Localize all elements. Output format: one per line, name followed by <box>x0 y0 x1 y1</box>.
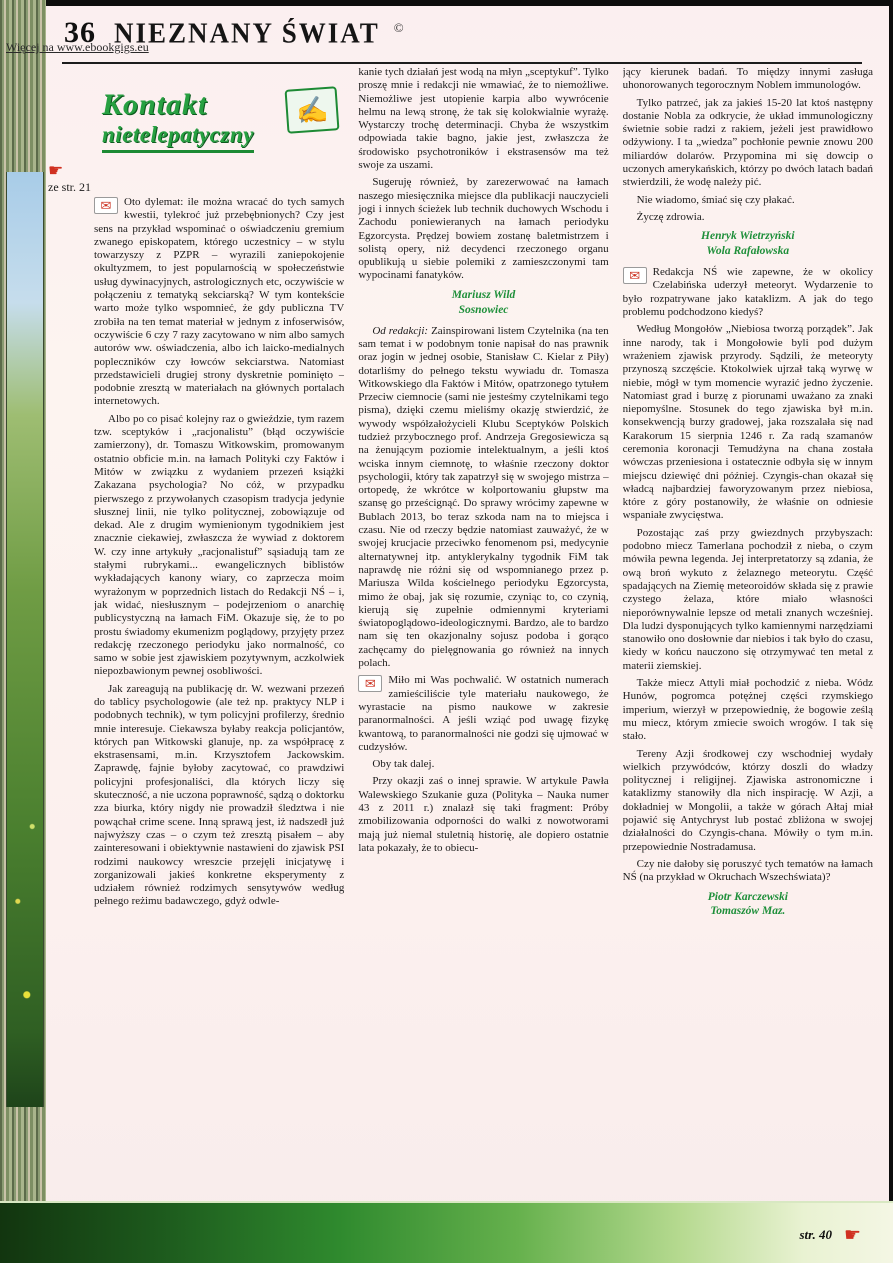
letter-paragraph: Od redakcji: Zainspirowani listem Czytelnika (na ten sam temat i w podobnym tonie napisał do nas prawnik oraz jogin w jednej osobie, Stanisław C. Kielar z Piły) dotarliśmy do pełnego tekstu wywiadu dr. Tomasza Witkowskiego dla Faktów i Mitów, opatrzonego tytułem Przeciw ciemnocie (sami nie jesteśmy czytelnikami tego pisma), dzięki czemu mieliśmy okazję stwierdzić, że wywody współzałożycieli Klubu Sceptyków Polskich tudzież przybocznego prof. Andrzeja Gregosiewicza są na żenującym poziomie intelektualnym, a jeśli ktoś wciska innym ciemnotę, to właśnie rzeczony doktor psychologii, który tak zapatrzył się w swojego mistrza – ortopedę, że wkrótce w kolportowaniu głupstw ma szansę go prześcignąć. Do sprawy wrócimy zapewne w Bublach 2013, bo teraz szkoda nam na to miejsca i czasu. Nie od rzeczy będzie natomiast zauważyć, że w swojej krucjacie przeciwko fenomenom psi, medycynie alternatywnej itp. antyklerykalny tygodnik FiM tak naprawdę nie różni się od wspomnianego przez p. Mariusza Wilda kościelnego periodyku Egzorcysta, mimo że obaj, jak się rozumie, czyniąc to, co czynią, kierują się zupełnie odmiennymi kryteriami światopoglądowo-ideologicznymi. Bardzo, ale to bardzo nam się ten okazjonalny sojusz podoba i gorąco zachęcamy do pielęgnowania go również na innych polach. <box>358 324 609 670</box>
letter-signature <box>623 890 873 920</box>
continued-from-label: ze str. 21 <box>48 180 91 194</box>
letter-paragraph: ✉ Oto dylemat: ile można wracać do tych samych kwestii, tylekroć już przebębnionych? Czy jest sens na przykład wspominać o oświadczeniu gremium zwanego episkopatem, którego uczestnicy – w stylu towarzyszy z PZPR – wyrazili zaniepokojenie okultyzmem, to jest popularnością w społeczeństwie usług dywinacyjnych, astrologicznych etc, oczywiście w połączeniu z tematyką sekciarską? W tym kontekście warto może tylko wspomnieć, że gdy publiczna TV zrobiła na ten temat materiał w jednym z infoserwisów, oczywiście 6 czy 7 razy zacytowano w nim albo samych autorów ww. oświadczenia, albo ich laicko-medialnych popleczników czy łowców sekciarstwa. Natomiast przedstawicieli drugiej strony dyskretnie pominięto – podobnie zresztą w materiałach na głównych portalach internetowych. <box>94 196 345 408</box>
column-1 <box>94 66 344 1194</box>
signature-line: Henryk Wietrzyński <box>701 230 795 243</box>
letter-signature <box>358 288 608 318</box>
editorial-lead: Od redakcji: <box>372 324 432 337</box>
continued-from-ref <box>48 161 94 196</box>
column-2-body <box>358 66 608 855</box>
letter-paragraph: kanie tych działań jest wodą na młyn „sceptykuf”. Tylko proszę mnie i redakcji nie wmawiać, że to niemożliwe. Niemożliwe jest utopienie karpia albo wywrócenie helmu na lewą stronę, że tak się kolokwialnie wyrażę. Wystarczy trochę determinacji. Chyba że wszystkim odpowiada takie bagno, jakie jest, zwłaszcza że środowisko psychotroników i ekstrasensów ma też swoje za uszami. <box>358 66 609 172</box>
header-rule <box>62 62 862 64</box>
letter-paragraph: ✉ Redakcja NŚ wie zapewne, że w okolicy Czelabińska uderzył meteoryt. Wydarzenie to było rozpatrywane jako kataklizm. A jak do tego problemu podchodzono kiedyś? <box>622 266 873 319</box>
bottom-scan-edge <box>0 1201 893 1263</box>
writing-hand-icon: ✍ <box>285 86 340 134</box>
page-number: 36 <box>64 16 96 49</box>
letter-paragraph: Oby tak dalej. <box>372 758 435 771</box>
column-1-body <box>94 196 344 909</box>
envelope-icon: ✉ <box>623 267 647 284</box>
signature-line: Mariusz Wild <box>451 288 516 301</box>
letter-signature <box>623 229 873 259</box>
letter-paragraph: Także miecz Attyli miał pochodzić z nieba. Wódz Hunów, pogromca potężnej części rzymskiego imperium, wierzył w przepowiednię, że bogowie ześlą mu miecz, którym zmiecie swoich wrogów. I tak się stało. <box>622 677 873 743</box>
letter-paragraph: Tylko patrzeć, jak za jakieś 15-20 lat ktoś następny dostanie Nobla za odkrycie, że układ immunologiczny świetnie sobie radzi z rakiem, jeżeli jest prawidłowo odżywiony. I ta „wiedza” pochłonie pewnie znowu 200 miliardów dolarów. Przypomina mi się dowcip o uczonych amerykańskich, którzy po dwóch latach badań stwierdzili, że wodę należy pić. <box>622 96 873 189</box>
envelope-icon: ✉ <box>358 675 382 692</box>
copyright-icon: © <box>393 20 404 35</box>
letter-paragraph: Czy nie dałoby się poruszyć tych tematów na łamach NŚ (na przykład w Okruchach Wszechświata)? <box>622 857 873 884</box>
watermark-text: Więcej na www.ebookgigs.eu <box>6 40 149 54</box>
column-3-body <box>623 66 873 919</box>
pointing-hand-icon: ☛ <box>843 1225 861 1246</box>
cover-photo-edge <box>6 172 44 1107</box>
letter-paragraph: Pozostając zaś przy gwiezdnych przybyszach: podobno miecz Tamerlana pochodził z nieba, o czym mówiła pewna legenda. Jej interpretatorzy są zdania, że ową broń wykuto z żelaznego meteorytu. Część spadających na Ziemię meteoroidów składa się z prawie czystego żelaza, które miało własności nieporównywalnie lepsze od metali znanych wcześniej. Dla ludzi dysponujących tylko kamiennymi narzędziami stanowiło ono dosłownie dar niebios i tak było do czasu, kiedy w końcu nauczono się otrzymywać ten metal z materii ziemskiej. <box>622 526 873 672</box>
letter-paragraph: Sugeruję również, by zarezerwować na łamach naszego miesięcznika miejsce dla publikacji nauczycieli jogi i innych ścieżek lub technik duchowych Wschodu i Zachodu poniewieranych na łamach periodyku Egzorcysta. Prędzej bowiem zostanę baletmistrzem i solistą opery, niż decydenci rzeczonego organu opublikują u siebie polemiki z zamieszczonymi tam wypocinami fanatyków. <box>358 176 609 282</box>
section-title-line1: Kontakt <box>102 88 208 121</box>
continued-to-label: str. 40 <box>799 1227 832 1242</box>
section-title-line2: nietelepatyczny <box>102 122 254 153</box>
letter-paragraph: Albo po co pisać kolejny raz o gwieździe, tym razem tzw. sceptyków i „racjonalistu” (błąd oczywiście zamierzony), dr. Tomaszu Witkowskim, promowanym ostatnio obficie m.in. na łamach Polityki czy Faktów i Mitów w związku z wydaniem przezeń książki Zakazana psychologia? No cóż, w przypadku pierwszego z przywołanych czasopism tradycja jedynie słusznej linii, nie tylko politycznej, zobowiązuje od dekad. Ale z drugim wymienionym tygodnikiem jest znacznie ciekawiej, zwłaszcza że wywiad z doktorem W. czy inne artykuły „racjonalistuf” sąsiadują tam ze stałymi rubrykami... ewangelicznych biblistów wykładających kanony wiary, co zaprzecza moim wyrażonym w poprzednich listach do Redakcji NŚ – i, jak widać, niesłusznym – podejrzeniom o anarchię publicystyczną na łamach FiM. Okazuje się, że to po prostu świadomy ekumenizm poglądowy, przyjęty przez redakcję rzeczonego periodyku jako normalność, co samo w sobie jest zjawiskiem pozytywnym, aczkolwiek niepozbawionym pewnej osobliwości. <box>94 412 345 678</box>
signature-line: Wola Rafałowska <box>706 245 790 258</box>
letter-paragraph: Jak zareagują na publikację dr. W. wezwani przezeń do tablicy psychologowie (ale też np. praktycy NLP i podobnych technik), w tym policyjni profilerzy, średnio mnie interesuje. Ciekawsza byłaby reakcja policjantów, których pan Witkowski glanuje, np. za współpracę z ekstrasensami, m.in. Krzysztofem Jackowskim. Zaprawdę, fajnie byłoby zacytować, co prawdziwi policyjni profesjonaliści, dla których liczy się skuteczność, a nie uczona poprawność, sądzą o doktorku zza biurka, który nigdy nie prowadził śledztwa i nie powąchał crime scene. Inną sprawą jest, iż nadszedł już najwyższy czas – o czym też zresztą pisałem – aby zainteresowani i obiektywnie nastawieni do zjawisk PSI rodzimi naukowcy wreszcie przejęli inicjatywę i zorganizowali jakieś konkretne eksperymenty z udziałem również rodzimych sensytywów według pełnego reżimu badawczego, gdyż odwle- <box>94 682 345 908</box>
envelope-icon: ✉ <box>94 197 118 214</box>
letter-paragraph: jący kierunek badań. To między innymi zasługa uhonorowanych tegorocznym Noblem immunologów. <box>622 66 873 92</box>
continued-to-ref <box>799 1224 861 1247</box>
pointing-hand-icon: ☛ <box>48 161 64 180</box>
letter-paragraph: Tereny Azji środkowej czy wschodniej wydały wielkich przywódców, którzy doszli do władzy politycznej i religijnej. Zjawiska astronomiczne i kataklizmy stanowiły dla nich inspirację. W Azji, a dokładniej w Mongolii, a także w górach Ałtaj miał pojawić się Antychryst lub postać zbliżona w swojej działalności do Czyngis-chana. Mówiły o tym m.in. przepowiednie Nostradamusa. <box>622 747 873 853</box>
signature-line: Sosnowiec <box>458 303 509 316</box>
signature-line: Tomaszów Maz. <box>710 905 786 918</box>
letter-paragraph: ✉ Miło mi Was pochwalić. W ostatnich numerach zamieściliście tyle materiału naukowego, że wyrastacie na pismo naukowe w zakresie paranormalności. A jeśli wziąć pod uwagę fizykę kwantową, to paranormalności nie godzi się ujmować w cudzysłów. <box>358 674 609 753</box>
letter-paragraph: Według Mongołów „Niebiosa tworzą porządek”. Jak inne narody, tak i Mongołowie byli pod dużym wrażeniem zjawisk przyrody. Sądzili, że meteoryty przynoszą szczęście. Ktokolwiek ujrzał taką wyrwę w niebie, mógł w tym momencie wyrazić jedno życzenie. Natomiast grad i burzę z piorunami uważano za znaki niepomyślne. Stosunek do tego zjawiska był m.in. konsekwencją burzy gradowej, jaka rozszalała się nad Karakorum 15 sierpnia 1246 r. Za radą szamanów ceremonia koronacji Temudżyna na chana została wówczas przeniesiona i ostatecznie odbyła się w innym miejscu dziewięć dni później. Czyngis-chan okazał się władcą najbardziej faworyzowanym przez niebiosa, które z góry postanowiły, że właśnie on odniesie wspaniałe zwycięstwa. <box>622 323 873 522</box>
page <box>46 6 889 1263</box>
magazine-title: NIEZNANY ŚWIAT <box>114 17 380 49</box>
column-3 <box>623 66 873 1194</box>
article-columns <box>94 66 873 1194</box>
letter-paragraph: Życzę zdrowia. <box>636 210 705 223</box>
signature-line: Piotr Karczewski <box>707 890 788 903</box>
letter-paragraph: Przy okazji zaś o innej sprawie. W artykule Pawła Walewskiego Szukanie guza (Polityka – Nauka numer 43 z 2011 r.) znalazł się taki fragment: Próby zmobilizowania odporności do walki z nowotworami mają już niemal stuletnią historię, ale dopiero ostatnie lata pokazały, że to obiecu- <box>358 775 609 854</box>
section-title-block <box>94 88 344 196</box>
letter-paragraph: Nie wiadomo, śmiać się czy płakać. <box>636 193 795 206</box>
column-2 <box>358 66 608 1194</box>
